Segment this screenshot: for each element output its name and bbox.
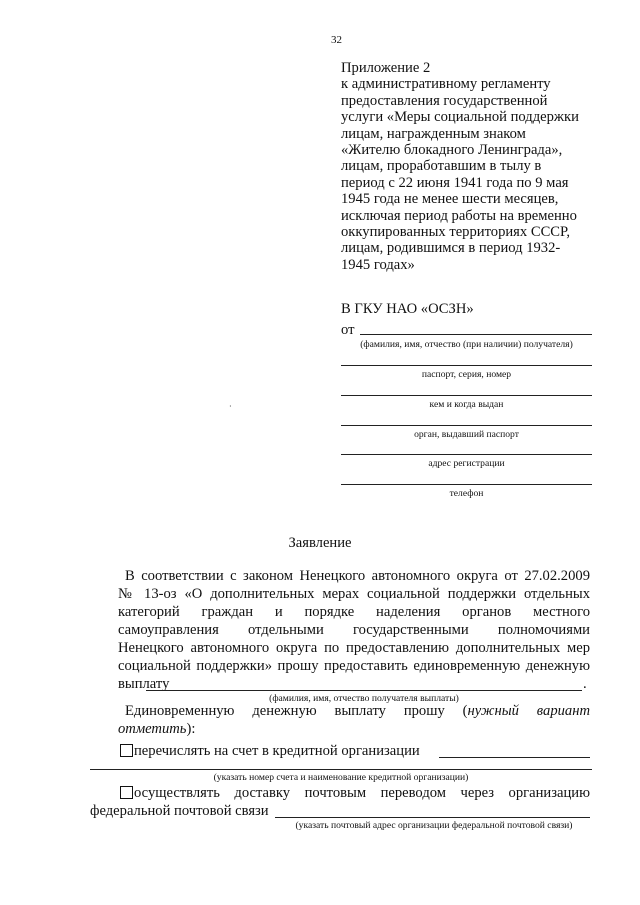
bank-details-field[interactable] <box>90 769 592 770</box>
passport-caption: паспорт, серия, номер <box>421 369 512 380</box>
body-line: Ненецкого автономного округа по предоставлению дополнительных мер <box>118 640 590 656</box>
appendix-line: предоставления государственной <box>341 92 548 109</box>
payment-period: . <box>583 676 587 692</box>
choose-line <box>125 703 590 721</box>
appendix-line: к административному регламенту <box>341 76 551 93</box>
body-line: самоуправления отдельными государственными полномочиями <box>118 622 590 638</box>
appendix-line: лицам, проработавшим в тылу в <box>341 158 542 175</box>
appendix-line: Приложение 2 <box>341 60 431 76</box>
option1-caption: (указать номер счета и наименование кредитной организации) <box>213 772 469 783</box>
issued-by-caption: кем и когда выдан <box>429 399 504 410</box>
address-field[interactable] <box>341 454 592 455</box>
address-caption: адрес регистрации <box>428 458 505 469</box>
checkbox-account[interactable] <box>120 744 133 757</box>
option-post-line2: федеральной почтовой связи <box>90 803 269 819</box>
body-line: социальной поддержки» прошу предоставить единовременную денежную <box>118 658 590 674</box>
recipient: В ГКУ НАО «ОСЗН» <box>341 301 474 317</box>
option-account[interactable] <box>120 743 420 760</box>
appendix-line: лицам, награжденным знаком <box>341 125 526 142</box>
appendix-line: услуги «Меры социальной поддержки <box>341 109 579 126</box>
appendix-line: 1945 года не менее шести месяцев, <box>341 191 559 208</box>
option2-caption: (указать почтовый адрес организации федеральной почтовой связи) <box>295 820 573 831</box>
checkbox-post[interactable] <box>120 786 133 799</box>
payment-label: выплату <box>118 676 170 692</box>
appendix-line: период с 22 июня 1941 года по 9 мая <box>341 174 569 191</box>
from-label: от <box>341 322 355 338</box>
appendix-line: «Жителю блокадного Ленинграда», <box>341 142 563 159</box>
choose-end: ): <box>186 721 196 737</box>
choose-text: Единовременную денежную выплату прошу ( <box>125 703 468 719</box>
option-post[interactable] <box>120 785 590 803</box>
page-number: 32 <box>331 34 342 46</box>
choose-italic: отметить <box>118 721 187 737</box>
stray-mark: · <box>229 402 232 411</box>
phone-caption: телефон <box>449 488 484 499</box>
appendix-line: лицам, родившимся в период 1932- <box>341 240 561 257</box>
account-field[interactable] <box>439 757 590 758</box>
document-title: Заявление <box>288 535 352 551</box>
body-line: № 13-оз «О дополнительных мерах социальной поддержки отдельных <box>118 586 590 602</box>
appendix-block <box>341 60 601 273</box>
appendix-line: 1945 годах» <box>341 256 415 273</box>
body-line: В соответствии с законом Ненецкого автономного округа от 27.02.2009 <box>125 568 590 584</box>
appendix-line: оккупированных территориях СССР, <box>341 224 570 241</box>
authority-caption: орган, выдавший паспорт <box>414 429 519 440</box>
choose-italic: нужный вариант <box>467 703 591 719</box>
option-account-label: перечислять на счет в кредитной организации <box>134 743 420 759</box>
issued-by-field[interactable] <box>341 395 592 396</box>
body-line: категорий граждан и порядке наделения органов местного <box>118 604 590 620</box>
appendix-line: исключая период работы на временно <box>341 207 577 224</box>
post-address-field[interactable] <box>275 817 590 818</box>
passport-field[interactable] <box>341 365 592 366</box>
fio-caption: (фамилия, имя, отчество (при наличии) получателя) <box>360 339 573 350</box>
option-post-label: осуществлять доставку почтовым переводом через организацию <box>134 785 590 801</box>
payment-caption: (фамилия, имя, отчество получателя выплаты) <box>269 693 459 704</box>
payment-recipient-field[interactable] <box>146 690 582 691</box>
choose-line-2 <box>118 721 195 738</box>
phone-field[interactable] <box>341 484 592 485</box>
authority-field[interactable] <box>341 425 592 426</box>
applicant-name-field[interactable] <box>360 334 592 335</box>
